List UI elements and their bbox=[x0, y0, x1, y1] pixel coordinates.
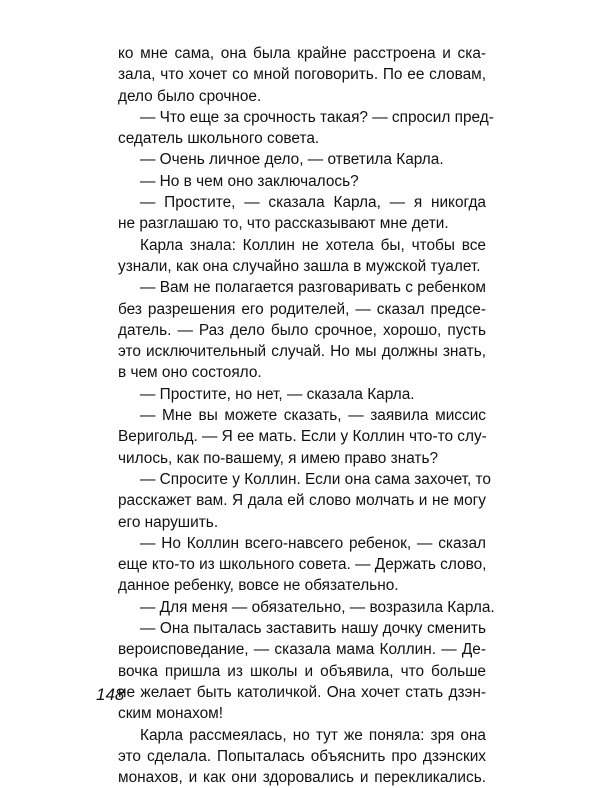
text-line: это исключительный случай. Но мы должны знать, bbox=[118, 343, 486, 361]
text-line: ко мне сама, она была крайне расстроена и ска- bbox=[118, 45, 486, 62]
text-line: — Но в чем оно заключалось? bbox=[140, 172, 359, 190]
text-line: датель. — Раз дело было срочное, хорошо, пусть bbox=[118, 321, 486, 339]
text-line: — Спросите у Коллин. Если она сама захочет, то bbox=[140, 470, 491, 488]
text-line: вероисповедание, — сказала мама Коллин. — Де- bbox=[118, 641, 486, 659]
text-line: — Она пыталась заставить нашу дочку сменить bbox=[140, 620, 486, 638]
text-line: — Простите, но нет, — сказала Карла. bbox=[140, 385, 415, 403]
text-line: — Мне вы можете сказать, — заявила миссис bbox=[140, 407, 486, 425]
text-line: данное ребенку, вовсе не обязательно. bbox=[118, 577, 399, 595]
text-line: его нарушить. bbox=[118, 513, 219, 531]
text-line: не желает быть католичкой. Она хочет стать дзэн- bbox=[118, 683, 486, 701]
text-line: без разрешения его родителей, — сказал предсе- bbox=[118, 300, 486, 318]
text-line: седатель школьного совета. bbox=[118, 130, 320, 148]
text-line: это сделала. Попыталась объяснить про дзэнских bbox=[118, 747, 486, 765]
text-line: вочка пришла из школы и объявила, что больше bbox=[118, 662, 486, 680]
text-line: еще кто-то из школьного совета. — Держать слово, bbox=[118, 556, 487, 574]
text-line: Карла знала: Коллин не хотела бы, чтобы все bbox=[140, 236, 486, 254]
text-line: чилось, как по-вашему, я имею право знать? bbox=[118, 449, 439, 467]
text-line: Карла рассмеялась, но тут же поняла: зря она bbox=[140, 726, 486, 744]
body-text bbox=[118, 43, 495, 788]
text-line: не разглашаю то, что рассказывают мне дети. bbox=[118, 215, 449, 233]
text-line: Веригольд. — Я ее мать. Если у Коллин что-то слу- bbox=[118, 428, 487, 446]
text-line: ским монахом! bbox=[118, 705, 224, 723]
text-line: — Очень личное дело, — ответила Карла. bbox=[140, 151, 444, 169]
text-line: дело было срочное. bbox=[118, 87, 262, 105]
text-line: зала, что хочет со мной поговорить. По ее словам, bbox=[118, 66, 486, 84]
text-line: расскажет вам. Я дала ей слово молчать и не могу bbox=[118, 492, 486, 510]
text-line: монахов, и как они здоровались и перекликались. bbox=[118, 769, 486, 787]
text-line: — Для меня — обязательно, — возразила Карла. bbox=[140, 598, 495, 616]
text-line: — Простите, — сказала Карла, — я никогда bbox=[140, 194, 486, 212]
text-line: узнали, как она случайно зашла в мужской туалет. bbox=[118, 257, 481, 275]
text-line: в чем оно состояло. bbox=[118, 364, 262, 382]
text-line: — Но Коллин всего-навсего ребенок, — сказал bbox=[140, 534, 486, 552]
text-line: — Вам не полагается разговаривать с ребенком bbox=[140, 279, 486, 297]
page-number: 148 bbox=[96, 685, 125, 704]
text-line: — Что еще за срочность такая? — спросил пред- bbox=[140, 108, 494, 126]
